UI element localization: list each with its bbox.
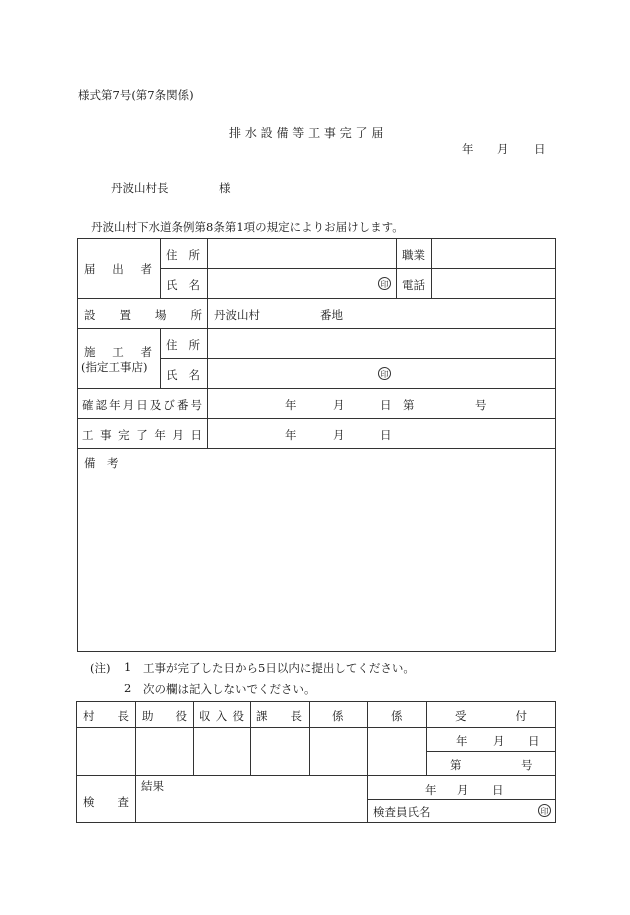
statement: 丹波山村下水道条例第8条第1項の規定によりお届けします。 (91, 220, 404, 234)
form-title: 排 水 設 備 等 工 事 完 了 届 (229, 126, 384, 140)
contractor-seal-mark: 印 (378, 367, 391, 380)
contractor-name-field[interactable] (208, 359, 373, 388)
complete-month: 月 (333, 428, 345, 442)
notifier-name-label: 氏 名 (166, 278, 200, 292)
addressee-honorific: 様 (219, 181, 231, 195)
confirm-dai: 第 (403, 398, 415, 412)
install-location-label: 設 置 場 所 (84, 308, 202, 322)
install-banchi: 番地 (320, 308, 343, 322)
form-number: 様式第7号(第7条関係) (78, 88, 194, 102)
notifier-label: 届 出 者 (84, 262, 152, 276)
confirm-date-label: 確 認 年 月 日 及 び 番 号 (82, 398, 202, 412)
inspector-name-label: 検査員氏名 (373, 805, 431, 819)
office-header-deputy: 助 役 (142, 709, 187, 723)
confirm-month: 月 (333, 398, 345, 412)
occupation-label: 職業 (402, 248, 425, 262)
inspector-seal-mark: 印 (538, 804, 551, 817)
phone-field[interactable] (432, 269, 555, 298)
phone-label: 電話 (402, 278, 425, 292)
note-1-number: 1 (124, 660, 132, 674)
remarks-field[interactable] (78, 470, 555, 651)
reception-dai: 第 (450, 758, 462, 772)
complete-year: 年 (285, 428, 297, 442)
office-header-treasurer: 収 入 役 (199, 709, 244, 723)
inspection-result-label: 結果 (141, 779, 164, 793)
contractor-name-label: 氏 名 (166, 368, 200, 382)
addressee-name: 丹波山村長 (111, 181, 169, 195)
reception-year: 年 (456, 734, 468, 748)
notifier-address-label: 住 所 (166, 248, 200, 262)
reception-go: 号 (521, 758, 533, 772)
inspection-month: 月 (457, 783, 469, 797)
header-date-year: 年 (462, 142, 474, 156)
contractor-label: 施 工 者 (84, 345, 152, 359)
reception-day: 日 (528, 734, 540, 748)
inspection-label: 検 査 (83, 795, 129, 809)
notes-prefix: (注) (90, 661, 111, 675)
office-header-mayor: 村 長 (83, 709, 129, 723)
install-village: 丹波山村 (214, 308, 260, 322)
notifier-address-field[interactable] (208, 239, 395, 268)
note-2-number: 2 (124, 681, 132, 695)
notifier-name-field[interactable] (208, 269, 373, 298)
header-date-month: 月 (497, 142, 509, 156)
office-header-section-chief: 課 長 (256, 709, 302, 723)
contractor-sublabel: (指定工事店) (81, 360, 148, 374)
inspection-day: 日 (492, 783, 504, 797)
office-header-staff-2: 係 (391, 709, 403, 723)
header-date-day: 日 (534, 142, 546, 156)
contractor-address-field[interactable] (208, 329, 555, 358)
reception-month: 月 (493, 734, 505, 748)
remarks-label: 備 考 (84, 456, 119, 470)
note-1-text: 工事が完了した日から5日以内に提出してください。 (143, 661, 415, 675)
office-header-reception: 受 付 (455, 709, 527, 723)
occupation-field[interactable] (432, 239, 555, 268)
complete-day: 日 (380, 428, 392, 442)
complete-date-label: 工 事 完 了 年 月 日 (82, 428, 202, 442)
notifier-seal-mark: 印 (378, 277, 391, 290)
note-2-text: 次の欄は記入しないでください。 (143, 682, 316, 696)
inspection-year: 年 (425, 783, 437, 797)
contractor-address-label: 住 所 (166, 338, 200, 352)
confirm-go: 号 (475, 398, 487, 412)
confirm-year: 年 (285, 398, 297, 412)
confirm-day: 日 (380, 398, 392, 412)
office-header-staff-1: 係 (332, 709, 344, 723)
